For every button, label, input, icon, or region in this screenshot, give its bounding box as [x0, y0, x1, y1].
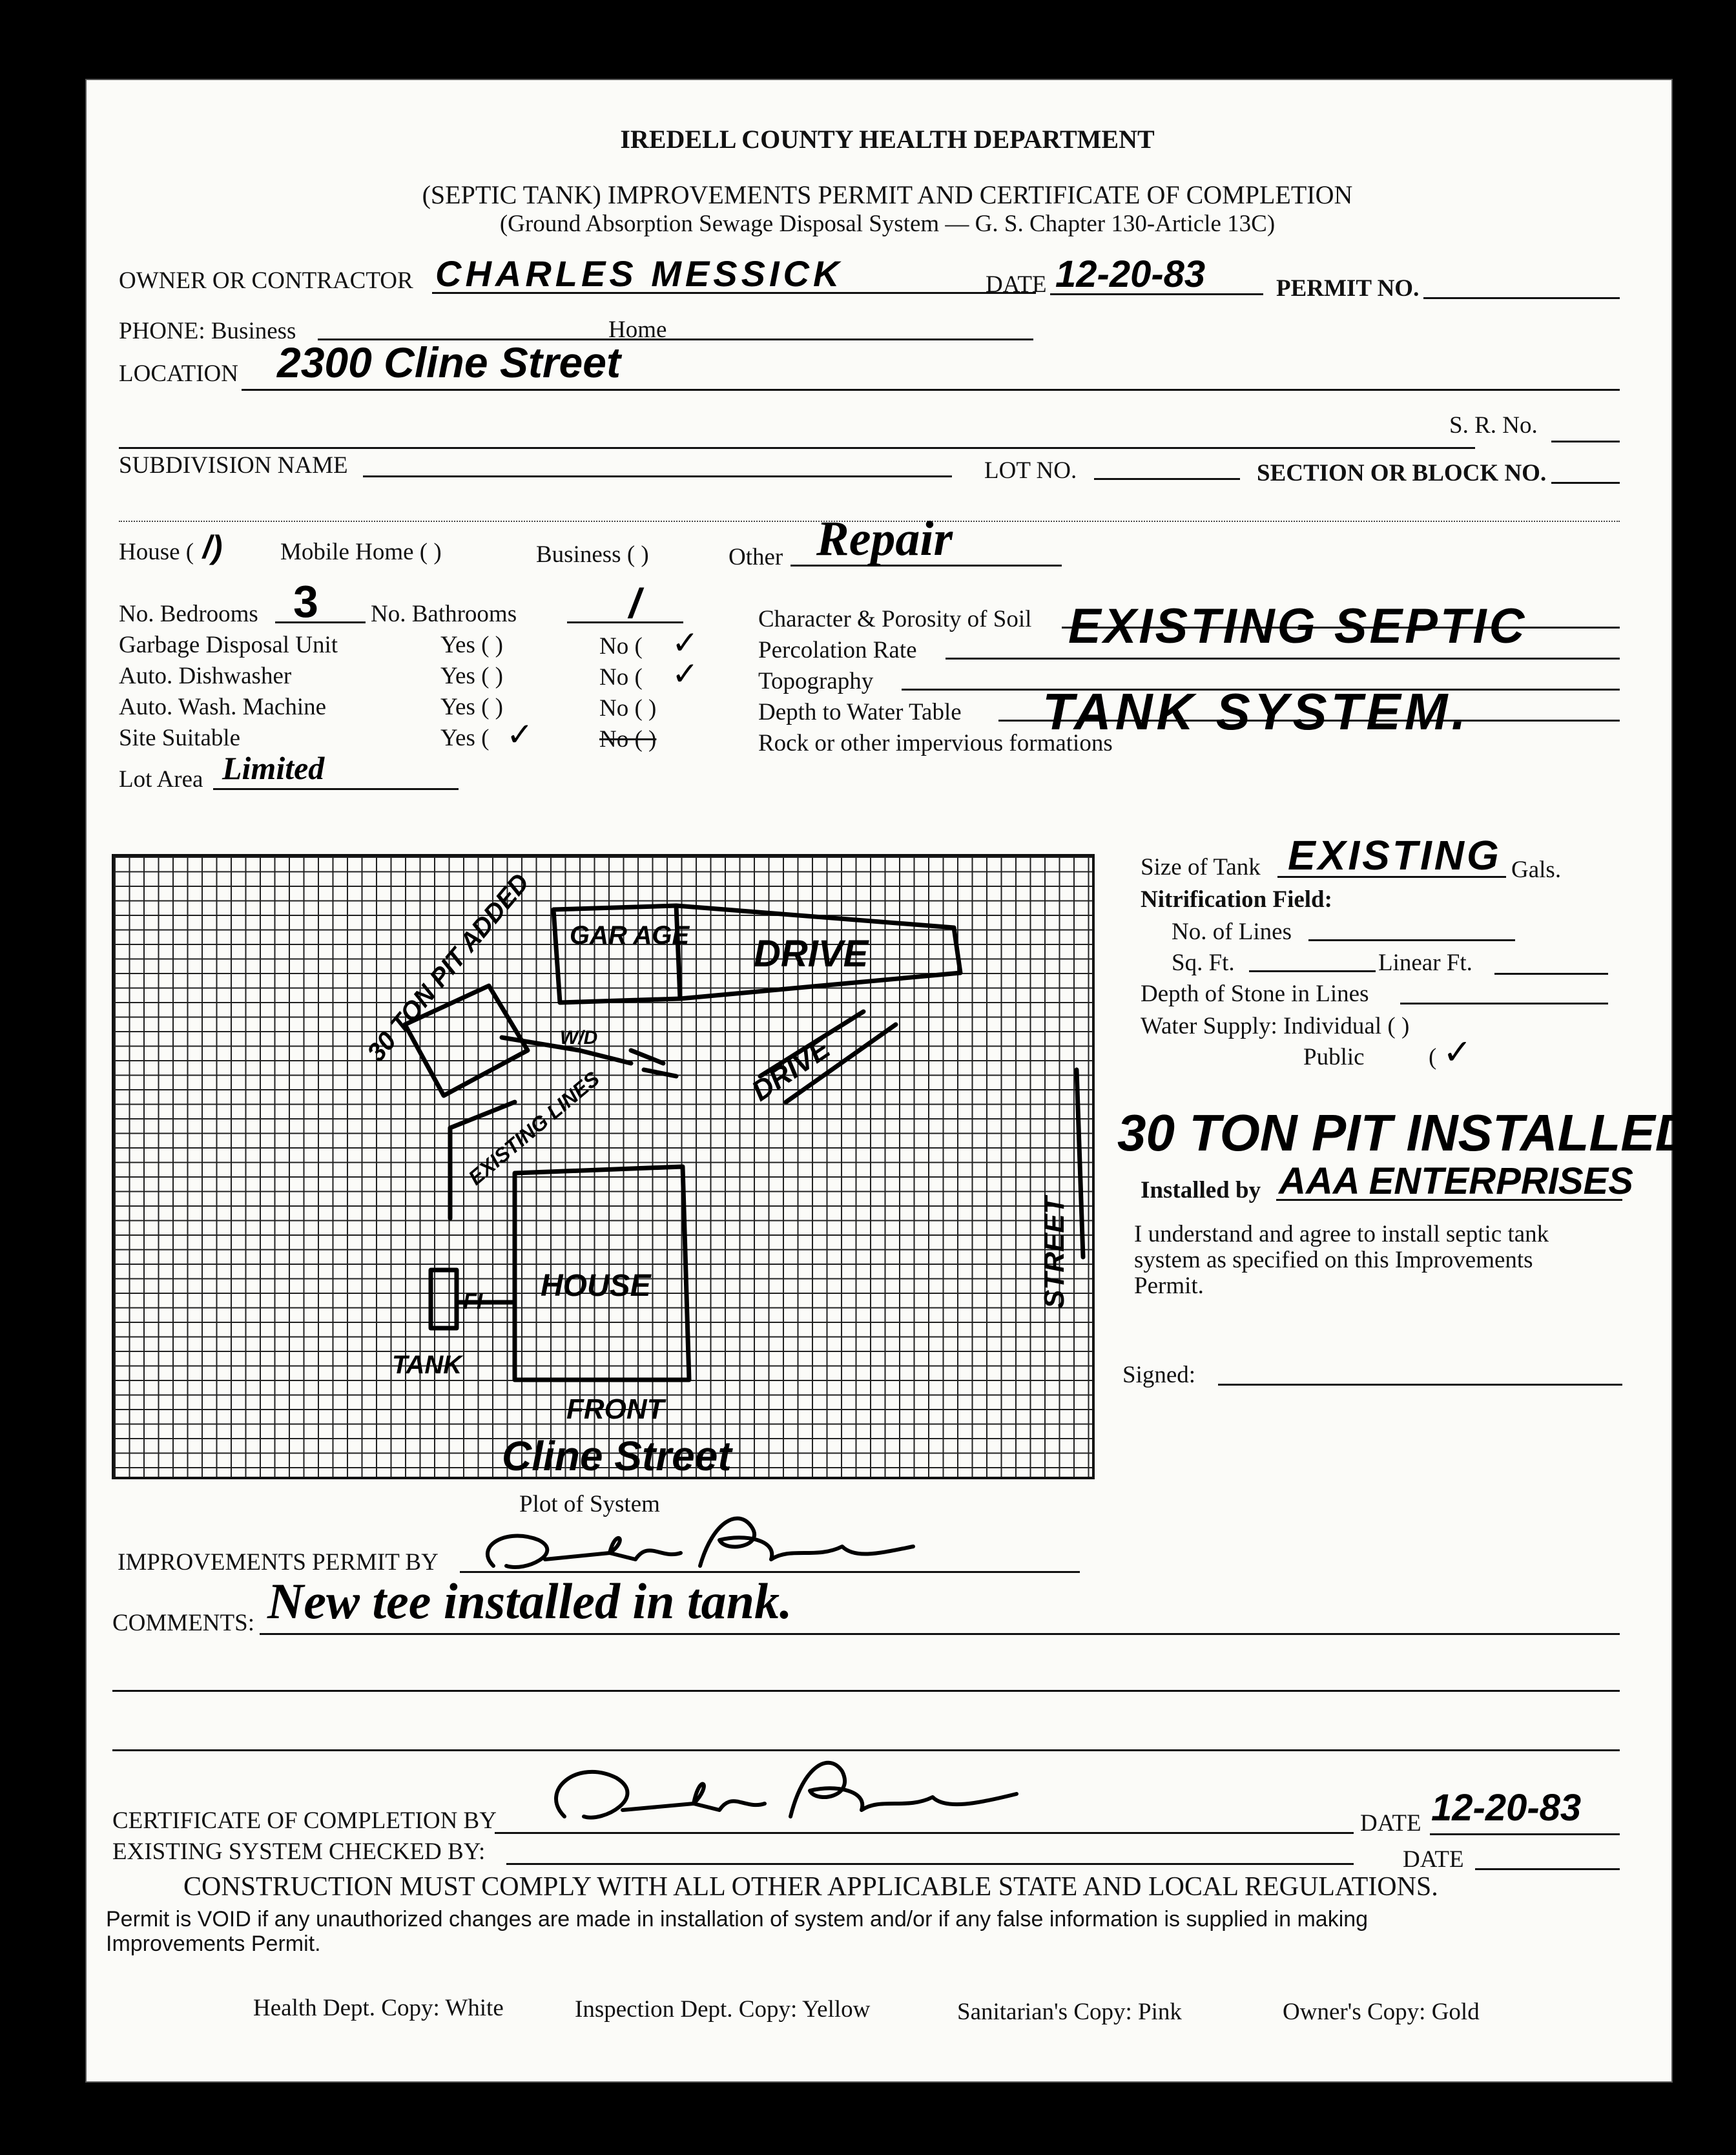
public-check: ✓ [1443, 1033, 1472, 1072]
location-label: LOCATION [119, 360, 238, 387]
date-label: DATE [986, 271, 1047, 298]
washer-no: No ( ) [599, 695, 657, 722]
tank-size-value: EXISTING [1288, 832, 1502, 879]
home-label: Home [608, 317, 667, 343]
pipe-dashes [631, 1050, 676, 1076]
comments-label: COMMENTS: [112, 1610, 254, 1636]
garage-label: GAR AGE [570, 921, 690, 950]
copy-owner: Owner's Copy: Gold [1283, 1999, 1480, 2025]
stone-label: Depth of Stone in Lines [1141, 981, 1369, 1007]
perc-line [946, 658, 1620, 660]
comments-value: New tee installed in tank. [267, 1573, 792, 1629]
site-sketch [114, 857, 1092, 1477]
nitrification-label: Nitrification Field: [1141, 886, 1332, 913]
lot-area-line [213, 788, 459, 790]
location-line-2 [119, 447, 1475, 449]
tank-outline [431, 1270, 457, 1328]
installed-by-label: Installed by [1141, 1177, 1261, 1203]
form-subtitle: (Ground Absorption Sewage Disposal System — G. S. Chapter 130-Article 13C) [499, 211, 1276, 237]
location-line [242, 389, 1620, 391]
existing-line [506, 1863, 1354, 1865]
site-suitable-label: Site Suitable [119, 725, 241, 751]
bathrooms-label: No. Bathrooms [371, 601, 517, 627]
comments-line-1 [260, 1633, 1620, 1635]
lot-no-line [1094, 478, 1240, 480]
drive-diagonal-label: DRIVE [746, 1032, 836, 1108]
lines-label: No. of Lines [1172, 919, 1292, 945]
linear-line [1494, 973, 1608, 975]
void-notice-1: Permit is VOID if any unauthorized changes are made in installation of system and/or if any false information is supplied in making [106, 1907, 1369, 1931]
soil-label: Character & Porosity of Soil [758, 606, 1032, 632]
pit-label: 30 TON PIT ADDED [362, 868, 535, 1067]
water-table-label: Depth to Water Table [758, 699, 962, 725]
garbage-no: No ( [599, 633, 643, 660]
public-paren: ( [1429, 1044, 1437, 1070]
lot-no-label: LOT NO. [984, 457, 1077, 484]
cert-date-value: 12-20-83 [1431, 1787, 1582, 1829]
phone-label: PHONE: Business [119, 318, 296, 344]
soil-value: EXISTING SEPTIC [1068, 599, 1527, 654]
wd-label: W/D [560, 1027, 598, 1048]
subdivision-line [363, 475, 952, 477]
topography-label: Topography [758, 668, 874, 694]
house-label: House ( [119, 539, 194, 565]
dishwasher-label: Auto. Dishwasher [119, 663, 292, 689]
sqft-line [1249, 970, 1376, 972]
bathrooms-value: / [629, 580, 641, 627]
sr-no-line [1551, 441, 1620, 442]
cert-date-line [1430, 1833, 1620, 1835]
dishwasher-yes: Yes ( ) [440, 663, 503, 689]
other-value: Repair [816, 512, 953, 566]
department-heading: IREDELL COUNTY HEALTH DEPARTMENT [620, 125, 1155, 154]
bedrooms-value: 3 [293, 576, 318, 627]
owner-label: OWNER OR CONTRACTOR [119, 267, 413, 294]
cert-date-label: DATE [1360, 1810, 1421, 1837]
bedrooms-label: No. Bedrooms [119, 601, 258, 627]
permit-form [85, 79, 1707, 2083]
garbage-yes: Yes ( ) [440, 632, 503, 658]
owner-value: CHARLES MESSICK [435, 253, 843, 294]
date-value: 12-20-83 [1055, 253, 1206, 295]
construction-notice: CONSTRUCTION MUST COMPLY WITH ALL OTHER APPLICABLE STATE AND LOCAL REGULATIONS. [183, 1872, 1438, 1902]
location-value: 2300 Cline Street [277, 338, 621, 386]
house-label: HOUSE [541, 1269, 651, 1303]
copy-inspection: Inspection Dept. Copy: Yellow [575, 1996, 871, 2023]
signed-line [1218, 1384, 1622, 1386]
section-label: SECTION OR BLOCK NO. [1257, 460, 1547, 486]
mobile-home-label: Mobile Home ( ) [280, 539, 442, 565]
void-notice-2: Improvements Permit. [106, 1931, 321, 1956]
cert-signature [539, 1745, 1029, 1836]
existing-date-label: DATE [1403, 1846, 1464, 1873]
subdivision-label: SUBDIVISION NAME [119, 452, 348, 479]
site-no: No ( ) [599, 726, 657, 753]
site-yes: Yes ( [440, 725, 490, 751]
gals-label: Gals. [1511, 857, 1562, 883]
existing-date-line [1475, 1868, 1620, 1870]
rock-label: Rock or other impervious formations [758, 730, 1113, 756]
permit-no-line [1423, 297, 1620, 299]
permit-no-label: PERMIT NO. [1276, 275, 1420, 302]
street-side-label: STREET [1038, 1196, 1070, 1309]
house-mark: /) [203, 529, 223, 565]
existing-label: EXISTING SYSTEM CHECKED BY: [112, 1838, 486, 1865]
copy-health: Health Dept. Copy: White [253, 1995, 504, 2021]
site-check: ✓ [506, 716, 533, 753]
perc-label: Percolation Rate [758, 637, 917, 663]
pit-note: 30 TON PIT INSTALLED. [1117, 1104, 1707, 1161]
water-supply-label: Water Supply: Individual ( ) [1141, 1013, 1410, 1039]
lines-line [1308, 939, 1515, 941]
linear-label: Linear Ft. [1378, 950, 1472, 976]
dishwasher-check: ✓ [672, 656, 699, 692]
street-line [1077, 1070, 1083, 1257]
installed-by-value: AAA ENTERPRISES [1279, 1160, 1633, 1202]
front-label: FRONT [566, 1393, 665, 1425]
agree-line-2: system as specified on this Improvements [1134, 1247, 1533, 1273]
tank-label: TANK [392, 1351, 462, 1379]
bathrooms-line [567, 621, 683, 623]
lot-area-value: Limited [222, 750, 325, 786]
agree-line-3: Permit. [1134, 1273, 1204, 1299]
dishwasher-no: No ( [599, 664, 643, 691]
drive-label: DRIVE [754, 933, 869, 975]
washer-yes: Yes ( ) [440, 694, 503, 720]
lot-area-label: Lot Area [119, 766, 203, 793]
garage-outline [553, 906, 680, 1003]
garbage-check: ✓ [672, 625, 699, 661]
soil-value-2: TANK SYSTEM. [1042, 683, 1470, 740]
section-line [1551, 482, 1620, 484]
bedrooms-line [275, 621, 366, 623]
tank-size-label: Size of Tank [1141, 854, 1261, 880]
street-bottom-label: Cline Street [502, 1433, 732, 1477]
garbage-label: Garbage Disposal Unit [119, 632, 338, 658]
signed-label: Signed: [1122, 1362, 1196, 1388]
form-title: (SEPTIC TANK) IMPROVEMENTS PERMIT AND CERTIFICATE OF COMPLETION [422, 180, 1353, 209]
public-label: Public [1303, 1044, 1365, 1070]
plot-of-system-grid [112, 854, 1095, 1479]
washer-label: Auto. Wash. Machine [119, 694, 327, 720]
permit-by-label: IMPROVEMENTS PERMIT BY [118, 1549, 439, 1576]
other-label: Other [728, 544, 783, 570]
copy-sanitarian: Sanitarian's Copy: Pink [957, 1999, 1182, 2025]
lines-label: EXISTING LINES [464, 1067, 604, 1190]
agree-line-1: I understand and agree to install septic tank [1134, 1221, 1549, 1247]
stone-line [1400, 1003, 1608, 1005]
comments-line-2 [112, 1690, 1620, 1692]
sr-no-label: S. R. No. [1449, 412, 1538, 439]
plot-caption: Plot of System [519, 1491, 660, 1517]
sqft-label: Sq. Ft. [1172, 950, 1235, 976]
cert-by-label: CERTIFICATE OF COMPLETION BY [112, 1807, 497, 1834]
business-label: Business ( ) [536, 541, 649, 568]
fi-label: FI [463, 1289, 483, 1314]
